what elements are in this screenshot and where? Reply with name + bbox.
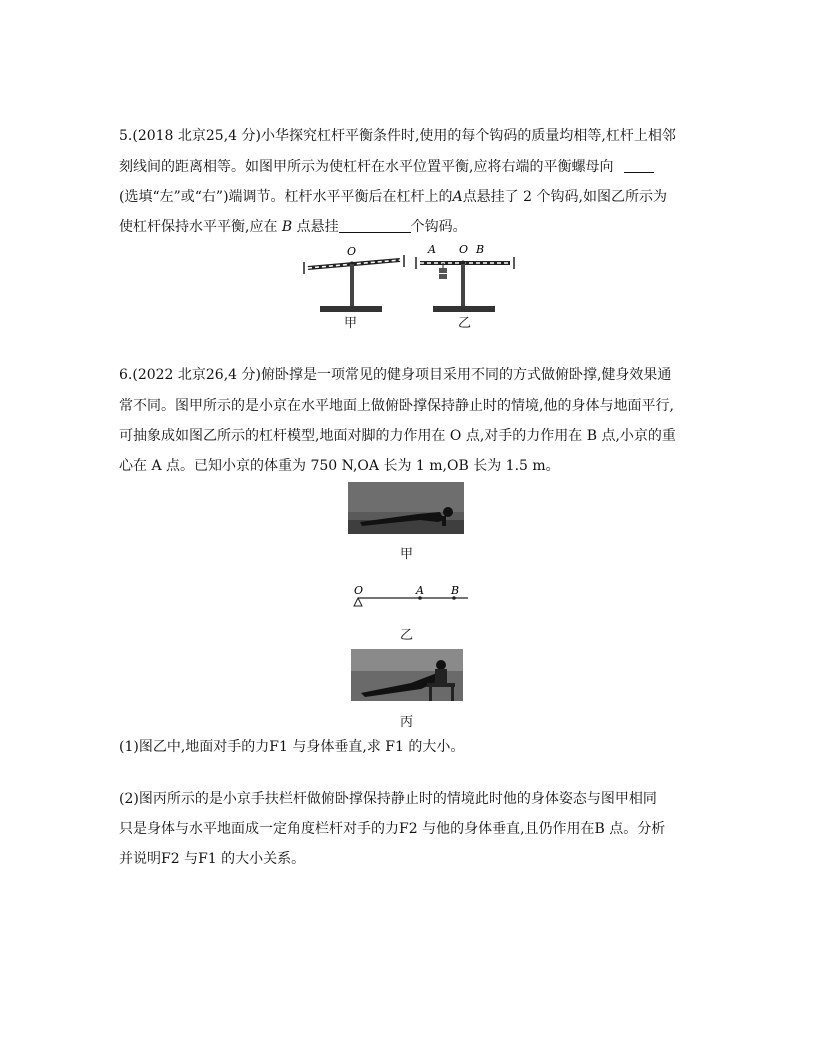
- lever-yi: [416, 243, 514, 312]
- q5-lever-figure: [300, 240, 530, 332]
- q5-fig-jia-label: 甲: [344, 316, 358, 331]
- q5-line-4: [119, 218, 467, 236]
- lever-jia-o-label: O: [347, 245, 357, 258]
- lever-jia: [304, 245, 404, 312]
- answer-blank-1[interactable]: [624, 158, 654, 173]
- q6-fig-bing-label: 丙: [400, 715, 414, 730]
- lever-yi-b-label: B: [476, 243, 485, 256]
- q6-line-1: 6.(2022 北京26,4 分)俯卧撑是一项常见的健身项目采用不同的方式做俯卧撑,健身效果通: [119, 367, 672, 383]
- q5-point-b: B: [281, 219, 293, 235]
- q5-line-3-tail: 点悬挂了 2 个钩码,如图乙所示为: [462, 189, 667, 205]
- lever-yi-a-label: A: [428, 243, 436, 256]
- q5-line-2-text: 刻线间的距离相等。如图甲所示为使杠杆在水平位置平衡,应将右端的平衡螺母向: [119, 159, 614, 175]
- lever-yi-o-label: O: [459, 243, 469, 256]
- q5-line-3-text: (选填“左”或“右”)端调节。杠杆水平平衡后在杠杆上的: [119, 189, 453, 205]
- q6-part2-line-2: 只是身体与水平地面成一定角度栏杆对手的力F2 与他的身体垂直,且仍作用在B 点。分析: [119, 821, 666, 837]
- q6-part2-line-3: 并说明F2 与F1 的大小关系。: [119, 851, 306, 867]
- q5-line-4-tail: 个钩码。: [410, 219, 467, 235]
- q5-line-4-text: 使杠杆保持水平平衡,应在: [119, 219, 278, 235]
- q6-line-2: 常不同。图甲所示的是小京在水平地面上做俯卧撑保持静止时的情境,他的身体与地面平行,: [119, 398, 674, 414]
- answer-blank-2[interactable]: [339, 218, 411, 233]
- q6-part2-line-1: (2)图丙所示的是小京手扶栏杆做俯卧撑保持静止时的情境此时他的身体姿态与图甲相同: [119, 791, 657, 807]
- q5-line-1: 5.(2018 北京25,4 分)小华探究杠杆平衡条件时,使用的每个钩码的质量均相等,杠杆上相邻: [119, 128, 676, 144]
- q5-point-a: A: [452, 189, 463, 205]
- q6-line-4: 心在 A 点。已知小京的体重为 750 N,OA 长为 1 m,OB 长为 1.5 m。: [119, 458, 560, 474]
- q6-fig-jia-label: 甲: [400, 547, 414, 562]
- lever-model-yi: [350, 582, 472, 610]
- pushup-photo-jia: [348, 482, 464, 534]
- pushup-photo-bing: [351, 649, 463, 701]
- q6-fig-yi-label: 乙: [400, 628, 414, 643]
- model-o-label: O: [354, 584, 364, 597]
- q5-line-3: [119, 188, 667, 206]
- model-b-label: B: [451, 584, 460, 597]
- q5-line-2: [119, 158, 654, 176]
- q6-part1: (1)图乙中,地面对手的力F1 与身体垂直,求 F1 的大小。: [119, 739, 465, 755]
- q5-fig-yi-label: 乙: [458, 316, 472, 331]
- model-a-label: A: [416, 584, 424, 597]
- q6-line-3: 可抽象成如图乙所示的杠杆模型,地面对脚的力作用在 O 点,对手的力作用在 B 点,小京的重: [119, 428, 676, 444]
- q5-line-4-mid: 点悬挂: [296, 219, 339, 235]
